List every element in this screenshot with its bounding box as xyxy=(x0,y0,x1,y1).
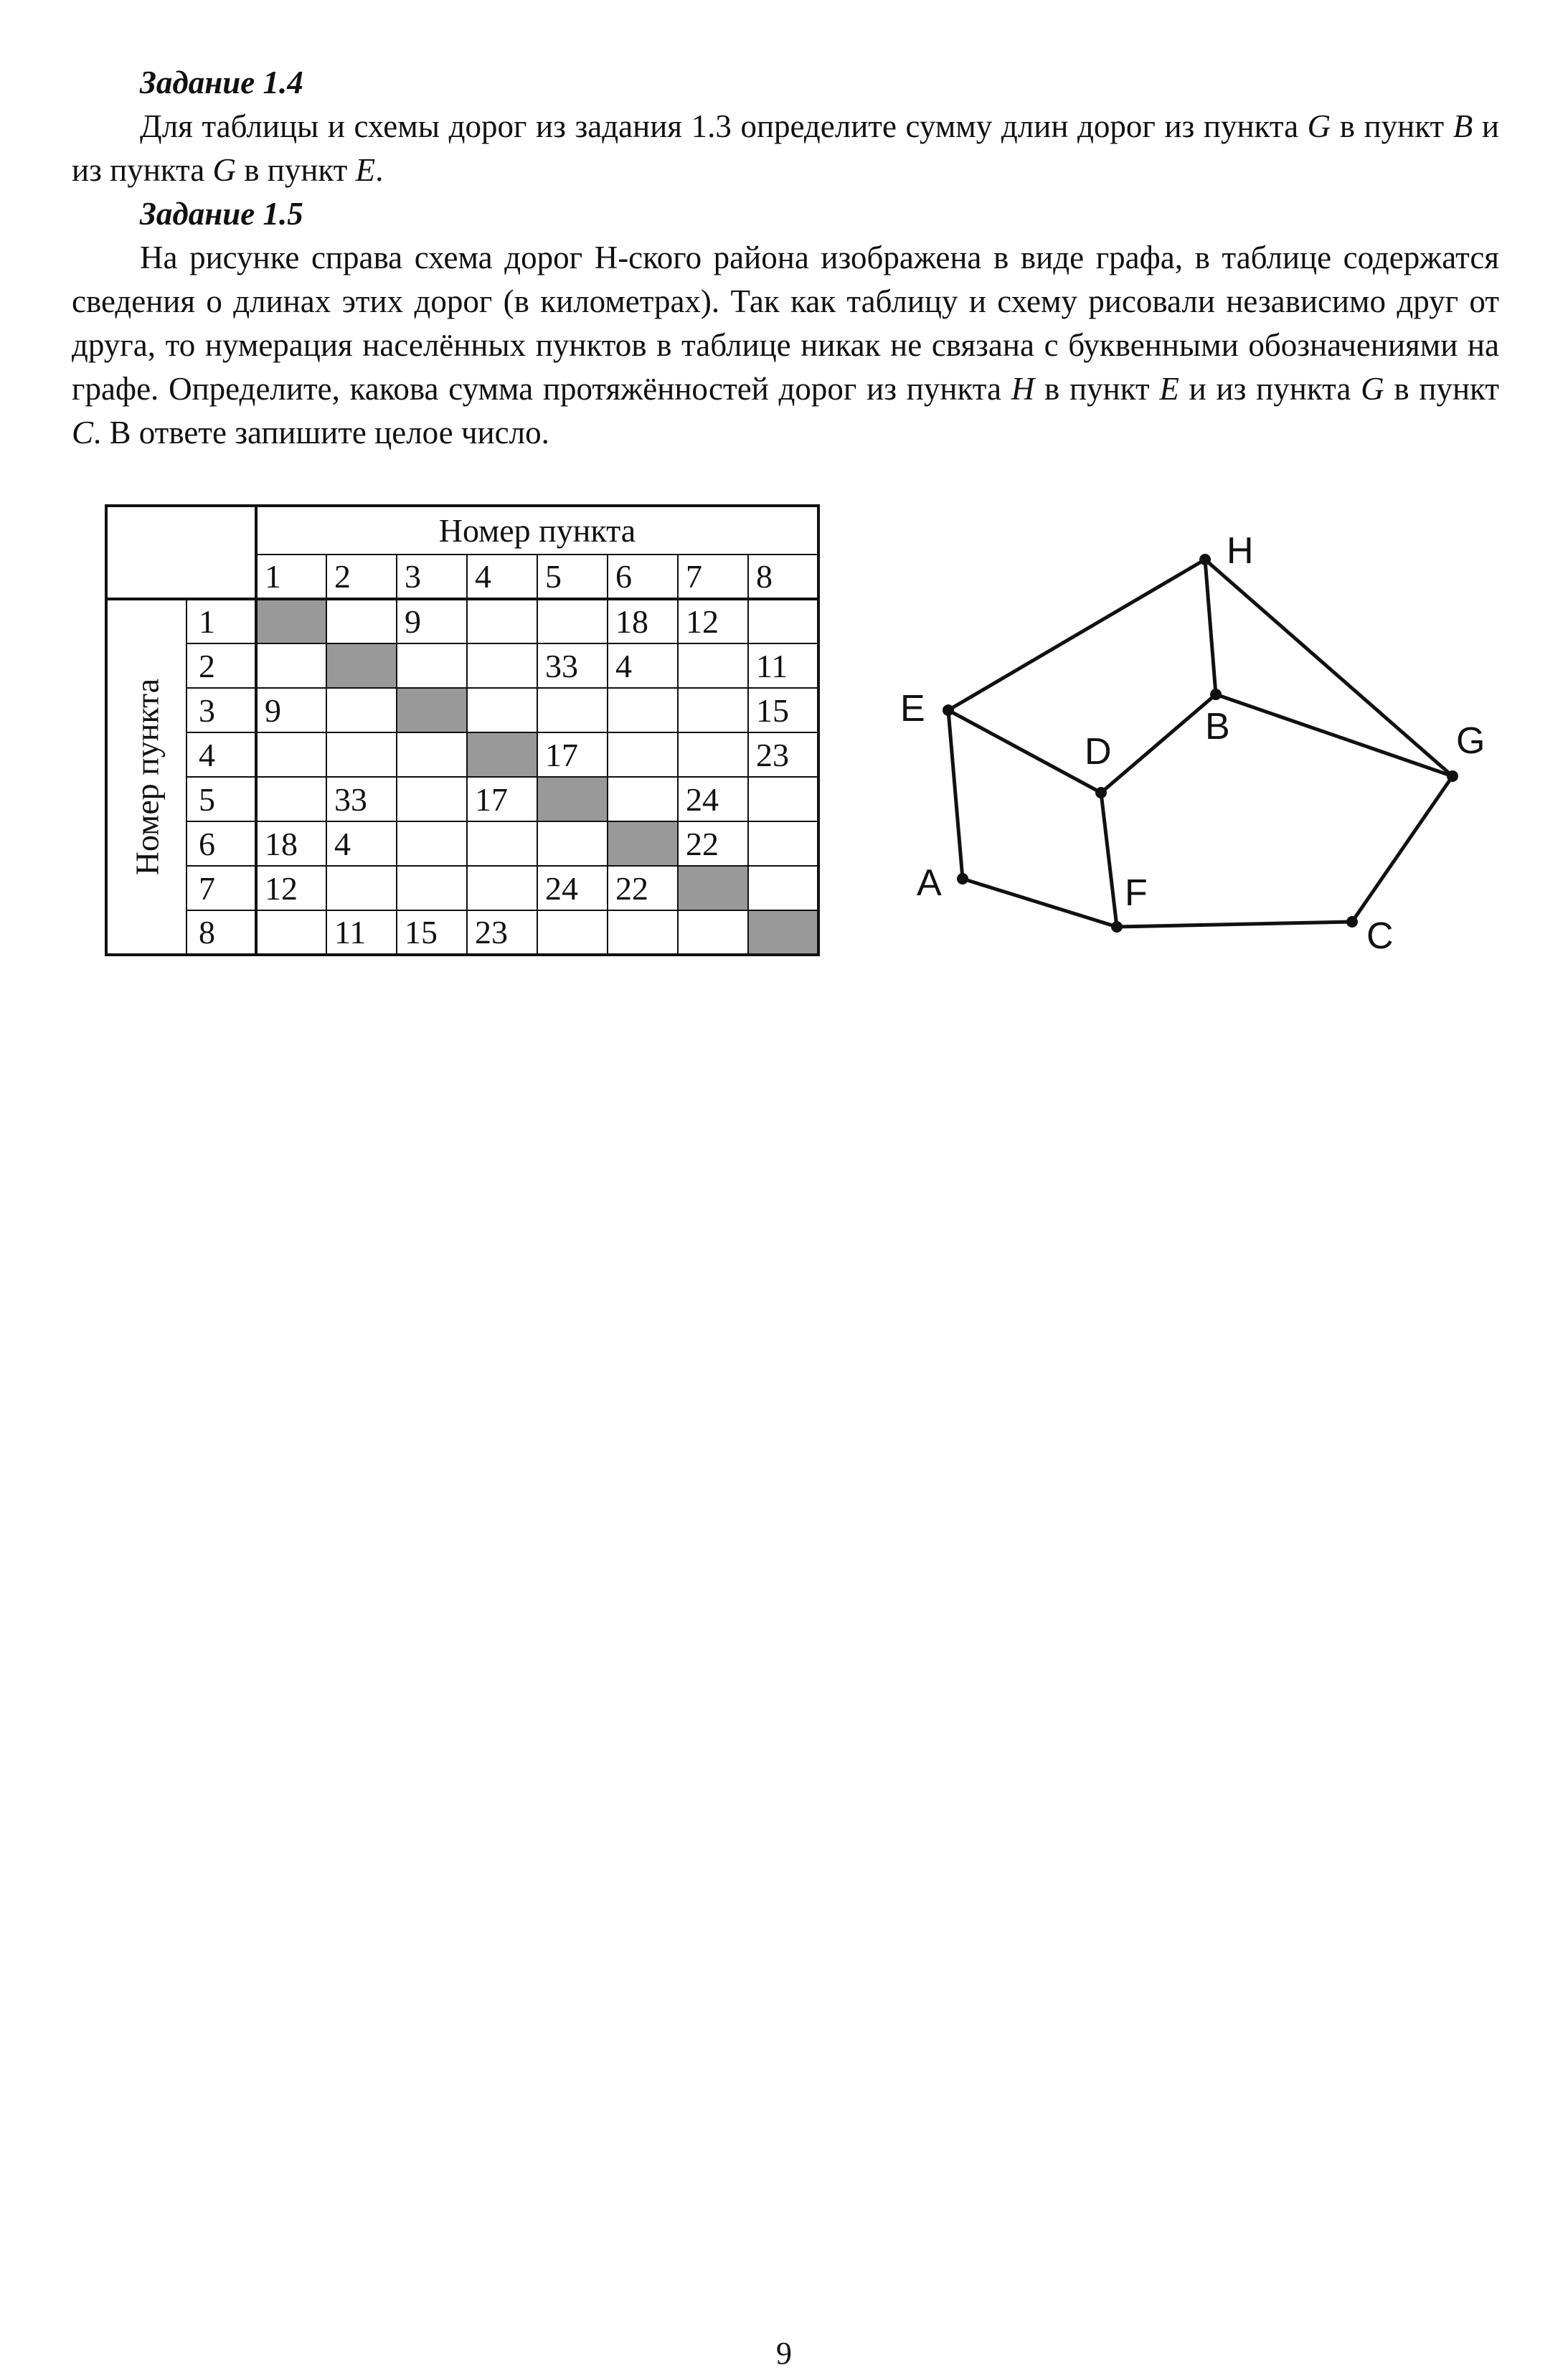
table-row-label-1: 1 xyxy=(186,599,256,643)
table-row-label-3: 3 xyxy=(186,688,256,732)
table-cell xyxy=(748,777,818,821)
table-cell: 24 xyxy=(537,866,608,910)
table-cell: 11 xyxy=(748,643,818,688)
graph-node-label-H: H xyxy=(1227,531,1254,572)
task-1-4-text: Для таблицы и схемы дорог из задания 1.3 определите сумму длин дорог из пункта G в пункт B и из пункта G в пункт E. xyxy=(72,108,1499,188)
table-cell xyxy=(467,866,537,910)
page-number: 9 xyxy=(776,2336,792,2371)
graph-node-B xyxy=(1210,689,1222,700)
table-cell: 15 xyxy=(748,688,818,732)
table-cell xyxy=(256,910,326,955)
table-row-label-7: 7 xyxy=(186,866,256,910)
table-cell xyxy=(608,732,678,777)
table-column-label-5: 5 xyxy=(537,555,608,599)
table-cell: 18 xyxy=(608,599,678,643)
graph-edge-E-A xyxy=(948,710,963,879)
table-cell xyxy=(326,732,397,777)
graph-nodes xyxy=(900,531,1485,957)
table-cell: 23 xyxy=(748,732,818,777)
graph-edge-B-D xyxy=(1101,694,1216,793)
table-cell: 24 xyxy=(678,777,748,821)
graph-edge-E-D xyxy=(948,710,1101,793)
table-row xyxy=(106,732,818,777)
table-cell-diagonal xyxy=(467,732,537,777)
table-cell-diagonal xyxy=(608,821,678,866)
graph-edge-C-G xyxy=(1352,776,1453,922)
graph-edge-A-F xyxy=(963,879,1117,927)
table-cell-diagonal xyxy=(256,599,326,643)
table-row xyxy=(106,821,818,866)
table-row-label-6: 6 xyxy=(186,821,256,866)
table-row xyxy=(106,910,818,955)
graph-node-C xyxy=(1346,916,1358,928)
table-cell xyxy=(537,688,608,732)
table-cell xyxy=(256,643,326,688)
table-cell xyxy=(467,688,537,732)
table-cell: 17 xyxy=(537,732,608,777)
table-cell xyxy=(397,777,467,821)
road-graph xyxy=(882,531,1528,976)
table-cell xyxy=(326,599,397,643)
table-cell xyxy=(537,910,608,955)
table-row-header xyxy=(106,599,186,955)
table-row-label-4: 4 xyxy=(186,732,256,777)
table-cell xyxy=(397,643,467,688)
table-row xyxy=(106,866,818,910)
table-cell xyxy=(467,599,537,643)
table-cell xyxy=(608,910,678,955)
table-row-label-5: 5 xyxy=(186,777,256,821)
table-column-label-4: 4 xyxy=(467,555,537,599)
task-1-4-heading: Задание 1.4 xyxy=(140,65,303,100)
table-cell xyxy=(748,866,818,910)
table-cell xyxy=(678,910,748,955)
table-row xyxy=(106,599,818,643)
table-cell xyxy=(467,643,537,688)
table-row-header-text: Номер пункта xyxy=(128,678,165,876)
graph-node-F xyxy=(1111,921,1123,933)
table-column-header: Номер пункта xyxy=(256,506,818,555)
graph-edge-D-F xyxy=(1101,793,1117,927)
table-column-label-6: 6 xyxy=(608,555,678,599)
table-column-label-2: 2 xyxy=(326,555,397,599)
table-cell: 22 xyxy=(678,821,748,866)
table-cell: 4 xyxy=(326,821,397,866)
table-cell: 4 xyxy=(608,643,678,688)
table-column-label-7: 7 xyxy=(678,555,748,599)
table-row-label-8: 8 xyxy=(186,910,256,955)
table-cell xyxy=(256,732,326,777)
graph-node-label-G: G xyxy=(1456,720,1486,762)
table-cell-diagonal xyxy=(537,777,608,821)
graph-edge-H-B xyxy=(1205,560,1216,694)
table-cell: 18 xyxy=(256,821,326,866)
table-cell-diagonal xyxy=(326,643,397,688)
task-1-5-heading: Задание 1.5 xyxy=(140,196,303,232)
table-cell xyxy=(608,688,678,732)
graph-node-E xyxy=(943,704,954,716)
graph-node-label-D: D xyxy=(1085,731,1112,773)
graph-node-G xyxy=(1447,770,1458,782)
table-cell xyxy=(467,821,537,866)
table-cell-diagonal xyxy=(397,688,467,732)
graph-node-label-B: B xyxy=(1205,706,1230,747)
graph-node-label-C: C xyxy=(1366,915,1394,957)
graph-edge-H-G xyxy=(1205,560,1453,776)
table-cell: 33 xyxy=(537,643,608,688)
table-cell xyxy=(678,732,748,777)
graph-edge-F-C xyxy=(1117,922,1352,927)
table-cell xyxy=(326,688,397,732)
graph-node-label-F: F xyxy=(1125,872,1148,914)
table-row xyxy=(106,688,818,732)
table-corner xyxy=(106,506,256,599)
graph-edge-E-H xyxy=(948,560,1205,710)
graph-node-A xyxy=(957,873,968,884)
table-cell-diagonal xyxy=(748,910,818,955)
table-cell xyxy=(537,821,608,866)
graph-node-label-A: A xyxy=(917,862,942,904)
table-cell: 11 xyxy=(326,910,397,955)
table-cell xyxy=(537,599,608,643)
table-column-label-1: 1 xyxy=(256,555,326,599)
table-cell xyxy=(748,821,818,866)
table-cell: 33 xyxy=(326,777,397,821)
graph-edges xyxy=(948,560,1453,927)
table-row xyxy=(106,777,818,821)
graph-node-H xyxy=(1199,554,1211,565)
table-cell xyxy=(397,821,467,866)
table-cell xyxy=(608,777,678,821)
table-cell: 9 xyxy=(256,688,326,732)
graph-node-label-E: E xyxy=(900,688,925,730)
table-row-label-2: 2 xyxy=(186,643,256,688)
table-cell: 9 xyxy=(397,599,467,643)
task-1-5-text: На рисунке справа схема дорог Н-ского района изображена в виде графа, в таблице содержатся сведения о длинах этих дорог (в километрах). Так как таблицу и схему рисовали независимо друг от друга, то нумерация населённых пунктов в таблице никак не связана с буквенными обозначениями на графе. Определите, какова сумма протяжённостей дорог из пункта H в пункт E и из пункта G в пункт C. В ответе запишите целое число. xyxy=(72,240,1499,450)
table-cell xyxy=(678,643,748,688)
table-cell: 23 xyxy=(467,910,537,955)
table-cell xyxy=(397,866,467,910)
table-cell: 22 xyxy=(608,866,678,910)
graph-node-D xyxy=(1095,787,1107,798)
distance-table xyxy=(105,504,820,956)
table-cell: 12 xyxy=(256,866,326,910)
table-cell xyxy=(256,777,326,821)
table-column-label-3: 3 xyxy=(397,555,467,599)
table-column-label-8: 8 xyxy=(748,555,818,599)
table-cell xyxy=(748,599,818,643)
table-cell-diagonal xyxy=(678,866,748,910)
table-cell xyxy=(678,688,748,732)
table-cell: 15 xyxy=(397,910,467,955)
table-cell: 17 xyxy=(467,777,537,821)
graph-edge-B-G xyxy=(1216,694,1453,776)
table-cell: 12 xyxy=(678,599,748,643)
table-cell xyxy=(326,866,397,910)
table-row xyxy=(106,643,818,688)
table-cell xyxy=(397,732,467,777)
